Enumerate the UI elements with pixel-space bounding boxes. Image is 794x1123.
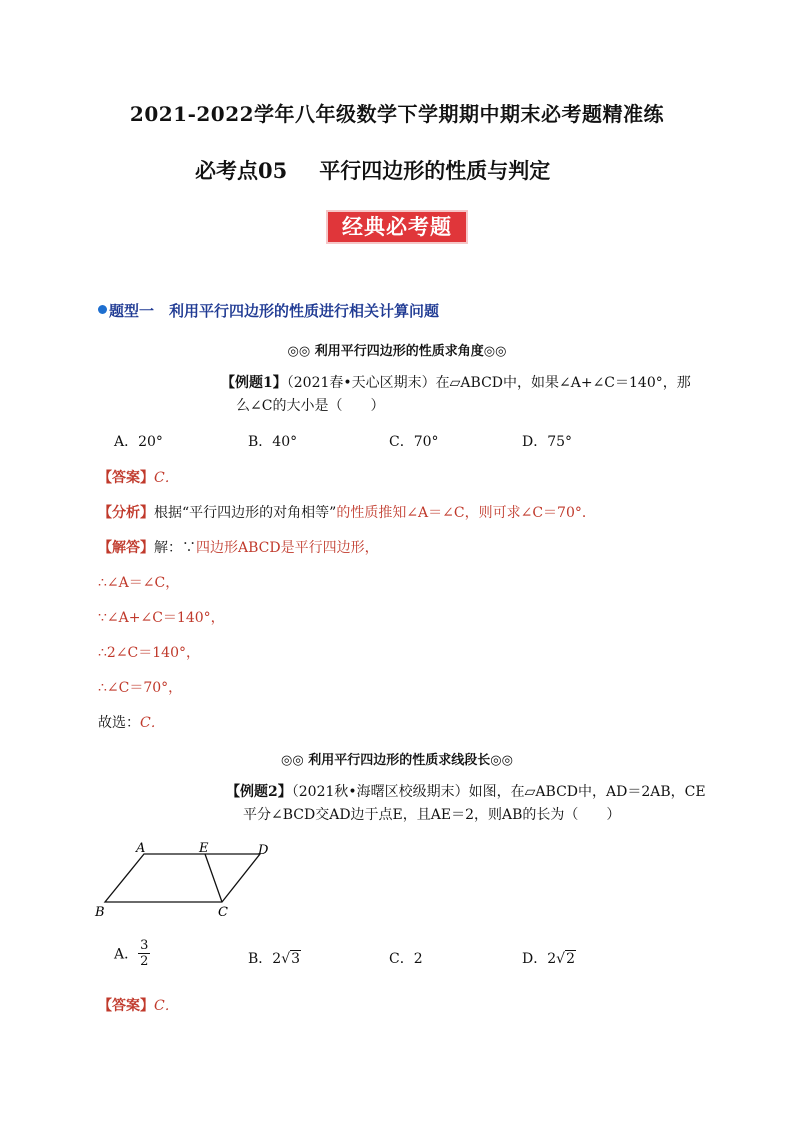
label-c: C (218, 905, 228, 920)
sqrt-icon: √ (281, 951, 291, 967)
example2-option-b: B．2√3 (248, 951, 301, 967)
label-e: E (199, 841, 209, 856)
label-a: A (136, 841, 146, 856)
example1-solution-step: ∴∠A＝∠C， (98, 575, 180, 591)
example1-solution-step: ∵∠A+∠C＝140°， (98, 610, 225, 626)
example1-stem-line2: 么∠C的大小是（ ） (236, 398, 385, 414)
label-d: D (258, 843, 269, 858)
section-title: 题型一 利用平行四边形的性质进行相关计算问题 (98, 300, 439, 321)
example1-option-a: A．20° (114, 434, 163, 450)
sqrt-icon: √ (556, 951, 566, 967)
subtitle-topic: 平行四边形的性质与判定 (319, 158, 551, 183)
subsection-title-length: ◎◎ 利用平行四边形的性质求线段长◎◎ (281, 753, 513, 768)
segment-ce (205, 854, 222, 902)
classic-badge: 经典必考题 (326, 210, 468, 244)
example1-stem-line1: 【例题1】（2021春•天心区期末）在▱ABCD中，如果∠A+∠C＝140°，那 (221, 375, 691, 391)
example2-option-c: C．2 (389, 951, 423, 967)
document-title: 2021-2022学年八年级数学下学期期中期末必考题精准练 (129, 102, 665, 126)
example2-stem-line2: 平分∠BCD交AD边于点E，且AE＝2，则AB的长为（ ） (243, 807, 621, 823)
example1-solution: 【解答】解：∵四边形ABCD是平行四边形， (98, 540, 379, 556)
example2-stem-line1: 【例题2】（2021秋•海曙区校级期末）如图，在▱ABCD中，AD＝2AB，CE (226, 784, 706, 800)
example1-solution-step: ∴∠C＝70°， (98, 680, 183, 696)
parallelogram-shape (105, 854, 260, 902)
example1-option-c: C．70° (389, 434, 439, 450)
subtitle-code: 必考点05 (195, 158, 288, 183)
document-subtitle (195, 155, 550, 185)
example1-analysis: 【分析】根据“平行四边形的对角相等”的性质推知∠A＝∠C，则可求∠C＝70°． (98, 505, 596, 521)
fraction: $\frac{3}{2}$ (140, 938, 149, 969)
example1-option-d: D．75° (522, 434, 573, 450)
example2-option-a: A． $\frac{3}{2}$ (114, 938, 149, 969)
example1-answer: 【答案】C． (98, 470, 179, 486)
label-b: B (95, 905, 105, 920)
example1-choose: 故选：C． (98, 715, 165, 731)
parallelogram-figure (92, 838, 282, 920)
subsection-title-angle: ◎◎ 利用平行四边形的性质求角度◎◎ (287, 344, 507, 359)
example2-option-d: D．2√2 (522, 951, 575, 967)
example1-solution-step: ∴2∠C＝140°， (98, 645, 200, 661)
example2-answer: 【答案】C． (98, 998, 179, 1014)
bullet-icon (98, 305, 107, 314)
example1-option-b: B．40° (248, 434, 298, 450)
